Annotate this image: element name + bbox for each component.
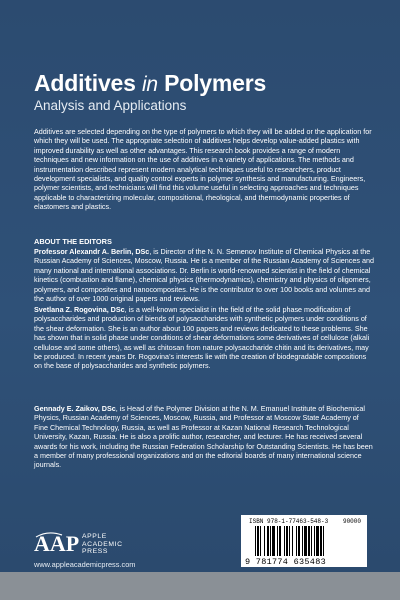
barcode-bars-icon (255, 526, 355, 557)
book-subtitle: Analysis and Applications (34, 98, 187, 113)
editor-bio-text: , is a well-known specialist in the field of the solid phase modification of polysaccharides and production of biends of polysaccharides with synthetic polymers under conditions of the shear deformation. She is an author about 100 papers and reviews dedicated to these problems. She has shown that in solid phase under conditions of shear deformations some derivatives of cellulose (alkali cellulose and some others), as well as chitosan from nature polysaccharide chitin and its derivatives, may be produced. In recent years Dr. Rogovina’s interests lie with the creation of biodegradable compositions on the base of polysaccharides and synthetic polymers. (34, 305, 370, 371)
book-title (34, 70, 266, 97)
title-word-in: in (141, 73, 158, 96)
aap-logo-icon (34, 531, 80, 555)
price-code: 90000 (342, 518, 361, 525)
editor-bio-berlin (34, 247, 374, 303)
book-description: Additives are selected depending on the type of polymers to which they will be added or the application for which they will be used. The appropriate selection of additives helps develop value-added plastics with improved durability as well as other advantages. This research book provides a range of modern techniques and new information on the use of additives in a variety of applications. The methods and instrumentation described represent modern analytical techniques useful to researchers, product development specialists, and quality control experts in polymer synthesis and manufacturing. Engineers, polymer scientists, and technicians will find this volume useful in selecting approaches and techniques applicable to characterizing molecular, compositional, rheological, and thermodynamic properties of elastomers and plastics. (34, 127, 372, 212)
isbn-barcode (241, 515, 367, 567)
editor-bio-text: , is Director of the N. N. Semenov Institute of Chemical Physics at the Russian Academy of Sciences, Moscow, Russia. He is a member of the Russian Academy of Sciences and many national and international associations. Dr. Berlin is world-renowned scientist in the field of chemical kinetics (combustion and flame), chemical physics (thermodynamics), chemistry and physics of oligomers, polymers, and composites and nanocomposites. He is the contributor to over 100 books and volumes and the author of over 1000 original papers and reviews. (34, 247, 374, 304)
editor-name: Professor Alexandr A. Berlin, DSc (34, 247, 150, 256)
publisher-name: APPLE ACADEMIC PRESS (82, 533, 123, 556)
title-word-polymers: Polymers (164, 70, 267, 96)
publisher-logo-text: AAP (34, 531, 80, 555)
editor-name: Gennady E. Zaikov, DSc (34, 404, 116, 413)
barcode-digits: 9 781774 635483 (245, 557, 327, 567)
publisher-website: www.appleacademicpress.com (34, 560, 136, 569)
about-editors-heading: ABOUT THE EDITORS (34, 237, 112, 246)
editor-bio-rogovina (34, 305, 374, 371)
title-word-additives: Additives (34, 70, 136, 96)
bottom-strip (0, 572, 400, 600)
isbn-label: ISBN 978-1-77463-548-3 (249, 518, 329, 525)
editor-bio-text: , is Head of the Polymer Division at the N. M. Emanuel Institute of Biochemical Physics, Russian Academy of Sciences, Moscow, Russia, and Professor at Moscow State Academy of Fine Chemical Technology, Russia, as well as Professor at Kazan National Research Technological University, Kazan, Russia. He is also a prolific author, researcher, and lecturer. He has received several awards for his work, including the Russian Federation Scholarship for Outstanding Scientists. He has been a member of many professional organizations and on the editorial boards of many international science journals. (34, 404, 373, 470)
editor-name: Svetlana Z. Rogovina, DSc (34, 305, 125, 314)
editor-bio-zaikov (34, 404, 374, 470)
